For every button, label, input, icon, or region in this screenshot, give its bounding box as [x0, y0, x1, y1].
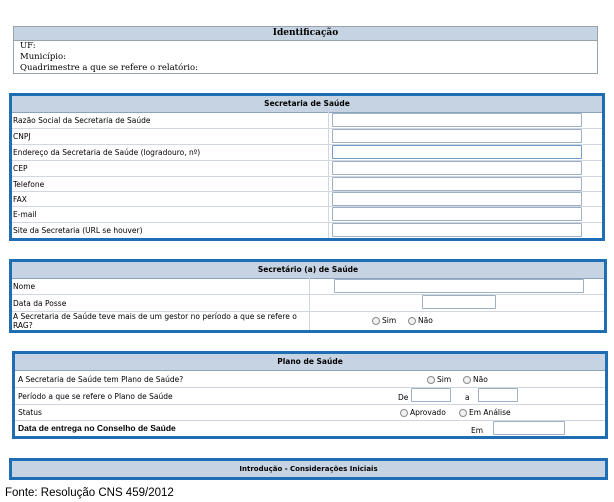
radio-icon[interactable]: [400, 409, 408, 417]
radio-icon[interactable]: [463, 376, 471, 384]
plano-nao-option[interactable]: [463, 375, 488, 384]
table-row: [12, 128, 602, 145]
email-input[interactable]: [332, 207, 582, 221]
razao-social-input[interactable]: [332, 113, 582, 127]
radio-icon[interactable]: [408, 317, 416, 325]
status-analise-label: Em Análise: [469, 408, 511, 417]
introducao-title: Introdução - Considerações Iniciais: [12, 461, 605, 477]
entrega-em-input[interactable]: [493, 421, 565, 435]
table-row: [12, 206, 602, 223]
municipio-label: Município:: [20, 52, 66, 62]
periodo-a-label: a: [465, 393, 470, 402]
radio-icon[interactable]: [372, 317, 380, 325]
plano-title: Plano de Saúde: [15, 354, 605, 371]
radio-icon[interactable]: [427, 376, 435, 384]
radio-icon[interactable]: [459, 409, 467, 417]
table-row: [12, 222, 602, 238]
email-label: E-mail: [13, 210, 37, 219]
periodo-label: Período a que se refere o Plano de Saúde: [18, 392, 173, 401]
cep-label: CEP: [13, 164, 28, 173]
table-row: [15, 420, 605, 436]
periodo-de-input[interactable]: [411, 388, 451, 402]
quadrimestre-label: Quadrimestre a que se refere o relatório:: [20, 63, 198, 73]
gestor-question-label: A Secretaria de Saúde teve mais de um gestor no período a que se refere o RAG?: [13, 312, 297, 330]
status-aprovado-option[interactable]: [400, 408, 446, 417]
status-label: Status: [18, 408, 42, 417]
razao-social-label: Razão Social da Secretaria de Saúde: [13, 116, 151, 125]
table-row: [12, 294, 604, 312]
secretaria-title: Secretaria de Saúde: [12, 96, 602, 113]
site-input[interactable]: [332, 223, 582, 237]
table-row: [12, 112, 602, 129]
entrega-label: Data de entrega no Conselho de Saúde: [18, 423, 176, 433]
plano-panel: [12, 351, 608, 439]
endereco-input[interactable]: [332, 145, 582, 159]
secretario-panel: [9, 259, 607, 333]
gestor-sim-label: Sim: [382, 316, 397, 325]
secretaria-panel: [9, 93, 605, 241]
identificacao-section: [13, 26, 598, 74]
cnpj-input[interactable]: [332, 129, 582, 143]
periodo-a-input[interactable]: [478, 388, 518, 402]
secretario-title: Secretário (a) de Saúde: [12, 262, 604, 279]
nome-input[interactable]: [334, 279, 584, 293]
fax-label: FAX: [13, 195, 27, 204]
telefone-input[interactable]: [332, 177, 582, 191]
entrega-em-label: Em: [471, 426, 484, 435]
cep-input[interactable]: [332, 161, 582, 175]
table-row: [12, 278, 604, 295]
table-row: [12, 176, 602, 192]
table-row: [12, 191, 602, 207]
tem-plano-label: A Secretaria de Saúde tem Plano de Saúde?: [18, 375, 184, 384]
gestor-nao-label: Não: [418, 316, 433, 325]
fax-input[interactable]: [332, 192, 582, 206]
table-row: [12, 160, 602, 177]
gestor-nao-option[interactable]: [408, 316, 433, 325]
status-aprovado-label: Aprovado: [410, 408, 446, 417]
data-posse-label: Data da Posse: [13, 299, 67, 308]
periodo-de-label: De: [398, 393, 409, 402]
plano-nao-label: Não: [473, 375, 488, 384]
table-row: [15, 387, 605, 405]
cnpj-label: CNPJ: [13, 132, 31, 141]
table-row: [15, 370, 605, 388]
data-posse-input[interactable]: [422, 295, 496, 309]
introducao-panel: [9, 458, 608, 480]
site-label: Site da Secretaria (URL se houver): [13, 226, 143, 235]
table-row: [15, 404, 605, 421]
plano-sim-label: Sim: [437, 375, 452, 384]
gestor-sim-option[interactable]: [372, 316, 396, 325]
uf-label: UF:: [20, 41, 36, 51]
telefone-label: Telefone: [13, 180, 45, 189]
nome-label: Nome: [13, 282, 36, 291]
endereco-label: Endereço da Secretaria de Saúde (logradouro, nº): [13, 148, 201, 157]
source-caption: Fonte: Resolução CNS 459/2012: [5, 487, 174, 499]
table-row: [12, 311, 604, 330]
identificacao-title: Identificação: [14, 27, 597, 41]
status-analise-option[interactable]: [459, 408, 511, 417]
plano-sim-option[interactable]: [427, 375, 451, 384]
table-row: [12, 144, 602, 161]
